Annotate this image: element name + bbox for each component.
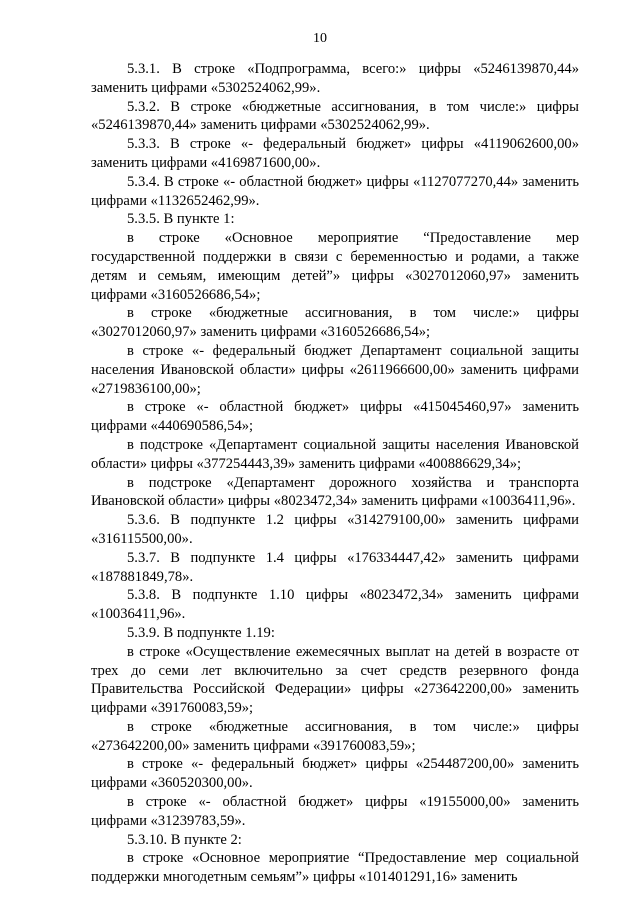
paragraph-5-3-3: 5.3.3. В строке «- федеральный бюджет» цифры «4119062600,00» заменить цифрами «4169871600,00».	[91, 136, 579, 171]
paragraph-item: в строке «- федеральный бюджет» цифры «254487200,00» заменить цифрами «360520300,00».	[91, 756, 579, 792]
paragraph-item: в строке «- областной бюджет» цифры «415045460,97» заменить цифрами «440690586,54»;	[91, 399, 579, 435]
paragraph-5-3-4: 5.3.4. В строке «- областной бюджет» цифры «1127077270,44» заменить цифрами «1132652462,99».	[91, 173, 579, 209]
paragraph-5-3-6: 5.3.6. В подпункте 1.2 цифры «314279100,00» заменить цифрами «316115500,00».	[91, 512, 579, 547]
document-body	[91, 60, 579, 887]
paragraph-5-3-10: 5.3.10. В пункте 2:	[127, 831, 242, 848]
paragraph-5-3-1: 5.3.1. В строке «Подпрограмма, всего:» цифры «5246139870,44» заменить цифрами «5302524062,99».	[91, 61, 579, 96]
paragraph-item: в подстроке «Департамент дорожного хозяйства и транспорта Ивановской области» цифры «8023472,34» заменить цифрами «10036411,96».	[91, 474, 579, 510]
paragraph-5-3-7: 5.3.7. В подпункте 1.4 цифры «176334447,42» заменить цифрами «187881849,78».	[91, 549, 579, 585]
paragraph-item: в строке «бюджетные ассигнования, в том числе:» цифры «3027012060,97» заменить цифрами «3160526686,54»;	[91, 305, 579, 341]
page-number: 10	[313, 31, 327, 46]
paragraph-5-3-9: 5.3.9. В подпункте 1.19:	[127, 624, 275, 641]
paragraph-item: в строке «Осуществление ежемесячных выплат на детей в возрасте от трех до семи лет включительно за счет средств резервного фонда Правительства Российской Федерации» цифры «273642200,00» заменить цифрами «391760083,59»;	[91, 643, 579, 717]
paragraph-5-3-2: 5.3.2. В строке «бюджетные ассигнования, в том числе:» цифры «5246139870,44» заменить цифрами «5302524062,99».	[91, 98, 579, 134]
paragraph-item: в строке «- областной бюджет» цифры «19155000,00» заменить цифрами «31239783,59».	[91, 794, 579, 829]
paragraph-item: в строке «Основное мероприятие “Предоставление мер социальной поддержки многодетным семьям”» цифры «101401291,16» заменить	[91, 850, 579, 886]
paragraph-5-3-8: 5.3.8. В подпункте 1.10 цифры «8023472,34» заменить цифрами «10036411,96».	[91, 587, 579, 623]
paragraph-item: в строке «Основное мероприятие “Предоставление мер государственной поддержки в связи с беременностью и родами, а также детям и семьям, имеющим детей”» цифры «3027012060,97» заменить цифрами «3160526686,54»;	[91, 230, 579, 303]
paragraph-item: в строке «бюджетные ассигнования, в том числе:» цифры «273642200,00» заменить цифрами «391760083,59»;	[91, 718, 579, 754]
paragraph-item: в строке «- федеральный бюджет Департамент социальной защиты населения Ивановской области» цифры «2611966600,00» заменить цифрами «2719836100,00»;	[91, 342, 579, 397]
paragraph-item: в подстроке «Департамент социальной защиты населения Ивановской области» цифры «377254443,39» заменить цифрами «400886629,34»;	[91, 436, 579, 472]
paragraph-5-3-5: 5.3.5. В пункте 1:	[127, 211, 235, 228]
